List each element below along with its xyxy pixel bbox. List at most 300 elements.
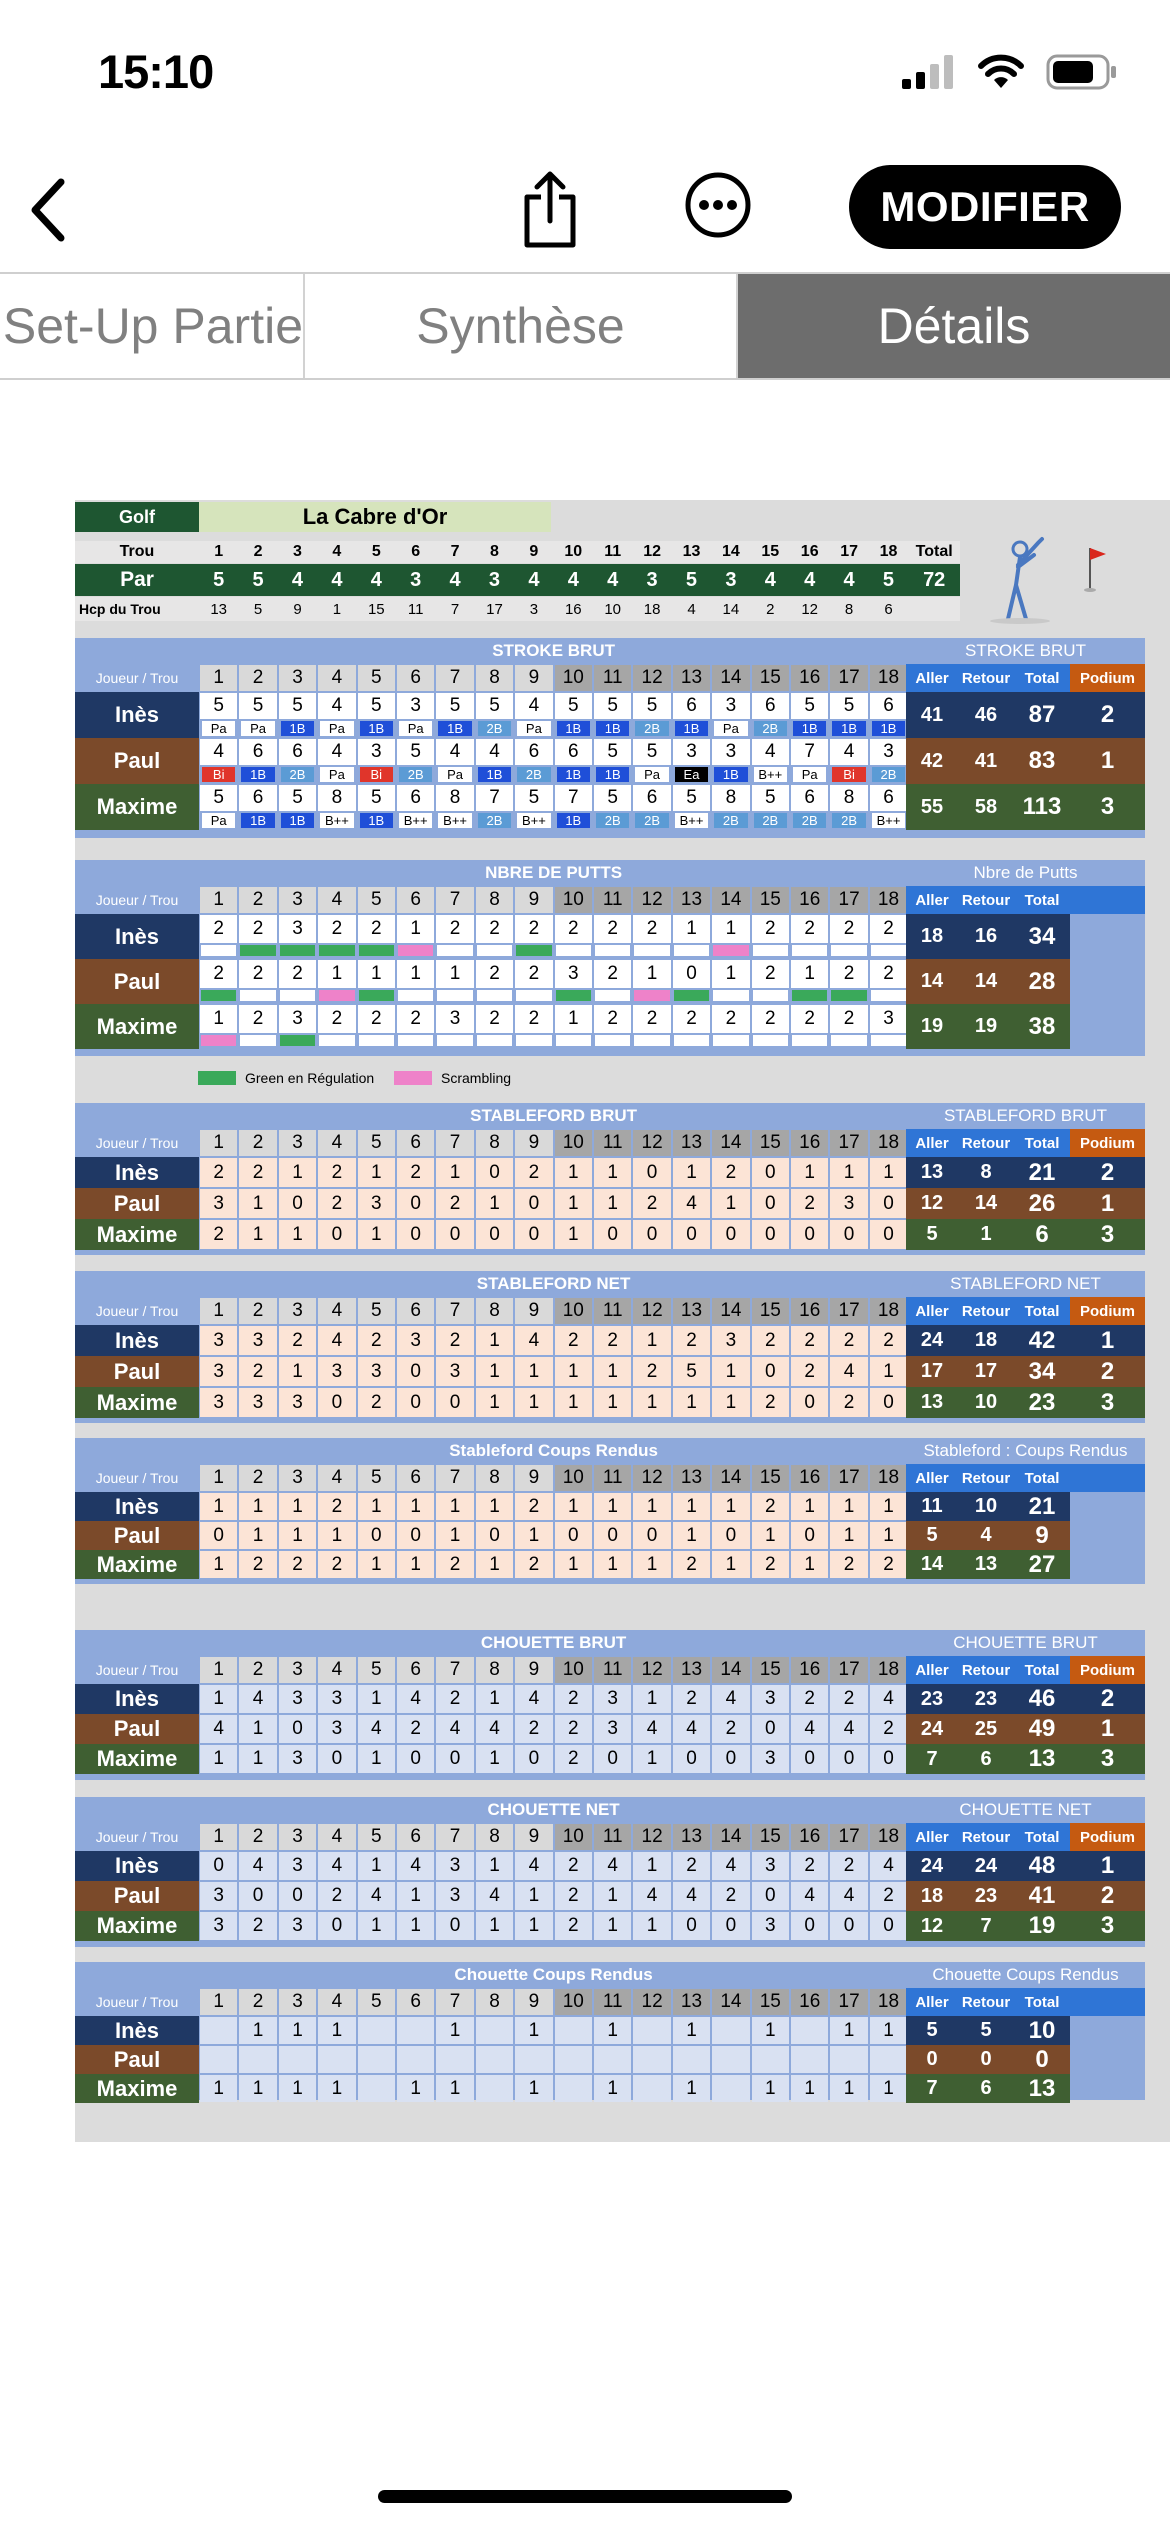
hole-number: 4 (318, 1989, 355, 2015)
score-cell: 2 (870, 1882, 907, 1910)
retour-value: 25 (958, 1714, 1014, 1744)
hole-number: 13 (673, 887, 710, 913)
result-code: B++ (438, 813, 471, 828)
score-cell: 1 (318, 2017, 355, 2044)
hole-number: 17 (830, 1130, 867, 1156)
score-cell: 1 (358, 1912, 395, 1940)
score-cell: 4 (673, 1882, 710, 1910)
total-value: 26 (1014, 1188, 1070, 1219)
marker-empty (792, 1035, 827, 1046)
stableford_net-title: STABLEFORD NET (476, 1274, 631, 1293)
hole-number: 6 (397, 1824, 434, 1850)
score-cell: 4 (476, 1882, 513, 1910)
score-cell: 2 (673, 1326, 710, 1355)
aller-value: 13 (906, 1157, 958, 1188)
score-cell: 6 (633, 785, 670, 811)
score-cell: 1 (436, 2075, 473, 2102)
score-cell: 4 (476, 1715, 513, 1743)
score-cell: 0 (712, 1220, 749, 1249)
result-code: 2B (754, 721, 787, 736)
result-code: 2B (596, 813, 629, 828)
result-code: 1B (832, 721, 865, 736)
result-code: Pa (241, 721, 274, 736)
score-cell: 1 (515, 1357, 552, 1386)
hole-number: 14 (712, 1657, 749, 1683)
score-cell: 3 (752, 1852, 789, 1880)
score-cell: 4 (830, 1882, 867, 1910)
hole-number: 7 (436, 1657, 473, 1683)
tab-details-label: Détails (877, 298, 1031, 354)
hole-number: 14 (712, 1824, 749, 1850)
score-cell: 2 (515, 1005, 552, 1033)
score-cell: 5 (279, 785, 316, 811)
par-value: 5 (869, 564, 908, 596)
retour-value: 4 (958, 1521, 1014, 1550)
wifi-icon (976, 54, 1026, 90)
score-cell: 0 (752, 1158, 789, 1187)
hcp-total-empty (908, 597, 960, 621)
score-cell: 0 (752, 1189, 789, 1218)
more-options-button[interactable] (678, 165, 758, 245)
score-cell: 7 (791, 739, 828, 765)
aller-value: 24 (906, 1325, 958, 1356)
hole-number: 10 (555, 1465, 592, 1491)
result-code: 1B (872, 721, 905, 736)
retour-value: 14 (958, 1188, 1014, 1219)
score-cell: 3 (712, 1326, 749, 1355)
score-cell: 3 (200, 1388, 237, 1417)
hole-number: 6 (397, 1130, 434, 1156)
hole-number: 8 (476, 1824, 513, 1850)
score-cell: 2 (752, 1326, 789, 1355)
podium-value: 3 (1070, 1387, 1145, 1418)
score-cell: 2 (830, 1685, 867, 1713)
score-cell: 0 (870, 1745, 907, 1773)
score-cell (633, 2017, 670, 2044)
aller-value: 18 (906, 1881, 958, 1911)
score-cell: 4 (830, 739, 867, 765)
hole-number: 7 (436, 1989, 473, 2015)
score-cell (476, 2075, 513, 2102)
retour-value: 0 (958, 2045, 1014, 2074)
score-cell: 4 (200, 1715, 237, 1743)
marker-empty (477, 990, 512, 1001)
score-cell: 1 (239, 2017, 276, 2044)
score-cell: 0 (397, 1745, 434, 1773)
retour-label: Retour (958, 1129, 1014, 1157)
score-cell: 2 (830, 915, 867, 943)
score-cell: 2 (752, 960, 789, 988)
score-cell: 1 (397, 915, 434, 943)
score-cell: 1 (594, 1357, 631, 1386)
hole-number: 7 (436, 665, 473, 691)
score-cell: 3 (279, 1912, 316, 1940)
hcp-value: 9 (278, 597, 317, 621)
hole-number: 14 (712, 665, 749, 691)
score-cell: 1 (358, 1685, 395, 1713)
result-code: 1B (360, 813, 393, 828)
player-name: Paul (75, 738, 199, 784)
aller-label: Aller (906, 1988, 958, 2016)
hcp-value: 8 (829, 597, 868, 621)
score-cell: 1 (476, 1326, 513, 1355)
hcp-value: 12 (790, 597, 829, 621)
marker-empty (713, 1035, 748, 1046)
aller-label: Aller (906, 1129, 958, 1157)
score-cell (279, 2046, 316, 2073)
hole-number: 14 (712, 887, 749, 913)
score-cell: 2 (870, 1715, 907, 1743)
score-cell: 2 (397, 1158, 434, 1187)
score-cell: 2 (594, 960, 631, 988)
total-value: 23 (1014, 1387, 1070, 1418)
result-code: 1B (478, 767, 511, 782)
score-cell: 0 (752, 1882, 789, 1910)
score-cell: 3 (239, 1388, 276, 1417)
score-cell: 0 (830, 1912, 867, 1940)
chouette_net-right-title: CHOUETTE NET (959, 1800, 1092, 1819)
podium-value: 2 (1070, 1881, 1145, 1911)
tab-details[interactable] (738, 274, 1170, 378)
score-cell: 0 (239, 1882, 276, 1910)
retour-label: Retour (958, 886, 1014, 914)
hole-number: 16 (791, 1657, 828, 1683)
par-label: Par (75, 564, 199, 596)
score-cell: 5 (673, 1357, 710, 1386)
hole-number: 16 (790, 541, 829, 563)
scrambling-marker (713, 945, 748, 956)
hole-number: 2 (239, 665, 276, 691)
score-cell: 8 (318, 785, 355, 811)
hole-number: 4 (318, 1298, 355, 1324)
marker-empty (477, 1035, 512, 1046)
aller-value: 18 (906, 914, 958, 959)
marker-empty (713, 990, 748, 1001)
hole-number: 18 (870, 1989, 907, 2015)
score-cell: 2 (633, 1357, 670, 1386)
hole-number: 9 (515, 1298, 552, 1324)
score-cell: 1 (436, 1158, 473, 1187)
score-cell: 2 (555, 1912, 592, 1940)
score-cell: 1 (397, 1551, 434, 1578)
total-value: 34 (1014, 1356, 1070, 1387)
score-cell: 0 (515, 1189, 552, 1218)
segmented-tabs (0, 272, 1170, 380)
hole-number: 2 (239, 887, 276, 913)
hole-number: 2 (239, 1130, 276, 1156)
score-cell: 2 (791, 1852, 828, 1880)
hole-number: 13 (673, 1989, 710, 2015)
score-cell: 6 (752, 693, 789, 719)
aller-value: 42 (906, 738, 958, 784)
score-cell: 1 (358, 1220, 395, 1249)
result-code: Pa (320, 721, 353, 736)
score-cell (239, 2046, 276, 2073)
gir-marker (831, 990, 866, 1001)
result-code: Pa (202, 813, 235, 828)
score-cell: 2 (791, 1685, 828, 1713)
hole-number: 9 (515, 1989, 552, 2015)
score-cell: 2 (239, 1357, 276, 1386)
result-code: Pa (202, 721, 235, 736)
podium-value: 1 (1070, 1851, 1145, 1881)
score-cell: 2 (752, 1005, 789, 1033)
score-cell: 2 (594, 1326, 631, 1355)
score-cell: 1 (279, 1357, 316, 1386)
score-cell: 3 (358, 1357, 395, 1386)
score-cell: 4 (712, 1852, 749, 1880)
chouette_brut-title: CHOUETTE BRUT (480, 1633, 627, 1652)
score-cell: 1 (476, 1493, 513, 1520)
hole-number: 8 (476, 887, 513, 913)
score-cell: 1 (633, 960, 670, 988)
score-cell: 0 (752, 1220, 789, 1249)
retour-label: Retour (958, 1297, 1014, 1325)
hole-number: 10 (554, 541, 593, 563)
hole-number: 17 (830, 665, 867, 691)
total-value: 42 (1014, 1325, 1070, 1356)
score-cell: 4 (830, 1715, 867, 1743)
score-cell: 5 (594, 785, 631, 811)
retour-value: 23 (958, 1881, 1014, 1911)
result-code: 2B (517, 767, 550, 782)
hole-number: 8 (476, 1657, 513, 1683)
total-value: 38 (1014, 1004, 1070, 1049)
total-label: Total (1014, 1988, 1070, 2016)
score-cell: 0 (397, 1189, 434, 1218)
score-cell: 6 (870, 693, 907, 719)
tab-synthese[interactable] (305, 274, 738, 378)
hcp-value: 16 (554, 597, 593, 621)
score-cell: 2 (239, 915, 276, 943)
score-cell: 1 (712, 1357, 749, 1386)
marker-empty (359, 1035, 394, 1046)
score-cell: 1 (239, 2075, 276, 2102)
marker-empty (280, 990, 315, 1001)
score-cell (358, 2075, 395, 2102)
result-code: 1B (793, 721, 826, 736)
score-cell: 0 (200, 1852, 237, 1880)
total-value: 19 (1014, 1911, 1070, 1941)
score-cell: 2 (279, 1326, 316, 1355)
player-name: Inès (75, 1157, 199, 1188)
hole-number: 7 (436, 1298, 473, 1324)
marker-empty (595, 945, 630, 956)
score-cell: 0 (515, 1220, 552, 1249)
score-cell: 4 (712, 1685, 749, 1713)
hole-number: 13 (673, 1298, 710, 1324)
score-cell: 0 (870, 1189, 907, 1218)
player-name: Maxime (75, 2074, 199, 2103)
score-cell: 1 (555, 1493, 592, 1520)
retour-label: Retour (958, 1988, 1014, 2016)
par-value: 4 (593, 564, 632, 596)
podium-value: 2 (1070, 692, 1145, 738)
marker-empty (792, 945, 827, 956)
result-code: Bi (832, 767, 865, 782)
result-code: 1B (557, 767, 590, 782)
score-cell (712, 2075, 749, 2102)
aller-value: 23 (906, 1684, 958, 1714)
hole-number: 1 (200, 1465, 237, 1491)
hole-number: 9 (515, 1824, 552, 1850)
retour-value: 41 (958, 738, 1014, 784)
hole-number: 3 (279, 887, 316, 913)
score-cell: 0 (791, 1912, 828, 1940)
par-value: 5 (199, 564, 238, 596)
hole-number: 6 (397, 665, 434, 691)
score-cell: 4 (515, 1326, 552, 1355)
back-button[interactable] (15, 170, 79, 250)
modify-button[interactable]: MODIFIER (849, 165, 1121, 249)
score-cell: 5 (476, 693, 513, 719)
score-cell: 1 (436, 2017, 473, 2044)
result-code: Pa (438, 767, 471, 782)
score-cell: 2 (476, 915, 513, 943)
hole-number: 4 (318, 1130, 355, 1156)
player-name: Inès (75, 914, 199, 959)
score-cell: 2 (279, 1551, 316, 1578)
joueur-trou-label: Joueur / Trou (75, 1988, 199, 2016)
score-cell: 0 (318, 1912, 355, 1940)
score-cell: 1 (830, 2075, 867, 2102)
total-value: 13 (1014, 1744, 1070, 1774)
hole-number: 17 (830, 1657, 867, 1683)
hole-number: 5 (358, 1824, 395, 1850)
score-cell: 3 (436, 1357, 473, 1386)
gir-legend-swatch (198, 1071, 236, 1085)
hole-number: 10 (555, 1657, 592, 1683)
score-cell: 0 (870, 1912, 907, 1940)
hole-number: 6 (397, 887, 434, 913)
result-code: 1B (360, 721, 393, 736)
score-cell: 6 (870, 785, 907, 811)
score-cell: 4 (200, 739, 237, 765)
score-cell: 0 (594, 1220, 631, 1249)
score-cell: 5 (200, 785, 237, 811)
hole-number: 1 (199, 541, 238, 563)
score-cell: 0 (673, 960, 710, 988)
score-cell: 2 (830, 1388, 867, 1417)
result-code: 2B (399, 767, 432, 782)
hole-number: 18 (870, 1824, 907, 1850)
score-cell: 6 (673, 693, 710, 719)
score-cell: 1 (358, 1745, 395, 1773)
hole-number: 15 (752, 1657, 789, 1683)
marker-empty (753, 990, 788, 1001)
score-cell: 4 (515, 693, 552, 719)
battery-icon (1046, 54, 1118, 90)
hole-number: 1 (200, 1989, 237, 2015)
hole-number: 5 (358, 887, 395, 913)
score-cell: 0 (791, 1745, 828, 1773)
score-cell: 1 (555, 1388, 592, 1417)
stableford_brut-right-title: STABLEFORD BRUT (943, 1106, 1108, 1125)
score-cell: 2 (712, 1005, 749, 1033)
score-cell: 1 (397, 1493, 434, 1520)
score-cell: 4 (673, 1715, 710, 1743)
score-cell: 1 (594, 1493, 631, 1520)
result-code: Bi (360, 767, 393, 782)
score-cell: 0 (633, 1522, 670, 1549)
aller-value: 7 (906, 2074, 958, 2103)
hole-number: 6 (397, 1465, 434, 1491)
result-code: 2B (635, 721, 668, 736)
hcp-value: 2 (751, 597, 790, 621)
marker-empty (201, 945, 236, 956)
score-cell: 1 (791, 1551, 828, 1578)
hcp-value: 15 (357, 597, 396, 621)
score-cell: 1 (476, 1912, 513, 1940)
score-cell: 0 (870, 1220, 907, 1249)
score-cell: 1 (279, 2017, 316, 2044)
marker-empty (871, 945, 906, 956)
score-cell: 5 (791, 693, 828, 719)
score-cell: 2 (555, 1882, 592, 1910)
score-cell: 5 (594, 693, 631, 719)
hole-number: 9 (515, 665, 552, 691)
aller-label: Aller (906, 886, 958, 914)
ellipsis-circle-icon (684, 171, 752, 239)
hole-number: 16 (791, 1824, 828, 1850)
hole-number: 13 (673, 665, 710, 691)
par-value: 4 (278, 564, 317, 596)
score-cell: 1 (673, 1493, 710, 1520)
hole-number: 17 (830, 1989, 867, 2015)
hole-number: 11 (594, 1989, 631, 2015)
hole-number: 13 (673, 1824, 710, 1850)
total-value: 34 (1014, 914, 1070, 959)
player-name: Paul (75, 959, 199, 1004)
score-cell: 3 (318, 1715, 355, 1743)
score-cell: 0 (752, 1715, 789, 1743)
score-cell: 1 (712, 915, 749, 943)
scorecard-details-sheet (75, 500, 1170, 2142)
retour-value: 7 (958, 1911, 1014, 1941)
cellular-signal-icon (902, 55, 956, 89)
result-code: Pa (320, 767, 353, 782)
hole-number: 3 (279, 1130, 316, 1156)
joueur-trou-label: Joueur / Trou (75, 1129, 199, 1157)
tab-setup-partie[interactable] (0, 274, 305, 378)
score-cell: 5 (200, 693, 237, 719)
player-name: Paul (75, 1714, 199, 1744)
marker-empty (516, 1035, 551, 1046)
result-code: Pa (635, 767, 668, 782)
aller-value: 5 (906, 2016, 958, 2045)
hole-number: 9 (515, 1657, 552, 1683)
hcp-value: 18 (632, 597, 671, 621)
score-cell: 1 (476, 1685, 513, 1713)
score-cell: 1 (830, 1493, 867, 1520)
score-cell: 0 (397, 1357, 434, 1386)
share-button[interactable] (505, 162, 595, 258)
aller-label: Aller (906, 1464, 958, 1492)
podium-label: Podium (1070, 1297, 1145, 1325)
score-cell: 1 (673, 1522, 710, 1549)
score-cell: 5 (633, 693, 670, 719)
total-value: 6 (1014, 1219, 1070, 1250)
score-cell (476, 2046, 513, 2073)
score-cell: 1 (239, 1715, 276, 1743)
score-cell: 2 (476, 960, 513, 988)
score-cell: 2 (791, 1326, 828, 1355)
player-name: Inès (75, 1325, 199, 1356)
score-cell: 4 (318, 1326, 355, 1355)
hcp-value: 3 (514, 597, 553, 621)
score-cell: 1 (673, 1158, 710, 1187)
aller-value: 12 (906, 1911, 958, 1941)
